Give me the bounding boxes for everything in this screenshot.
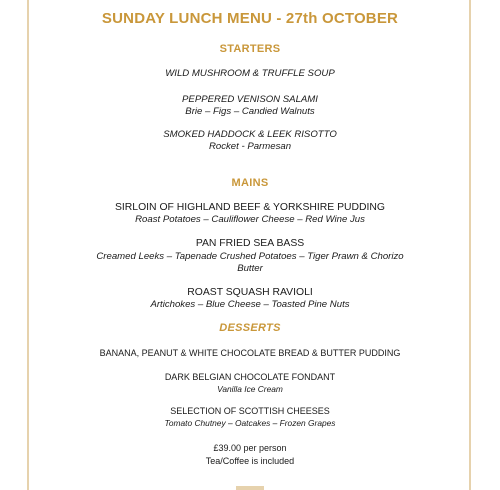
starter-2-name: PEPPERED VENISON SALAMI: [182, 94, 318, 105]
starter-3-desc: Rocket - Parmesan: [208, 141, 292, 152]
mains-heading: MAINS: [231, 177, 269, 189]
main-2-name: PAN FRIED SEA BASS: [195, 238, 305, 249]
dessert-3-desc: Tomato Chutney – Oatcakes – Frozen Grapes: [164, 418, 336, 428]
menu-title: SUNDAY LUNCH MENU - 27th OCTOBER: [101, 10, 399, 27]
main-3-name: ROAST SQUASH RAVIOLI: [187, 287, 313, 298]
starters-heading: STARTERS: [219, 43, 281, 55]
dessert-2-desc: Vanilla Ice Cream: [217, 384, 283, 394]
starter-2-desc: Brie – Figs – Candied Walnuts: [185, 106, 315, 117]
main-1-name: SIRLOIN OF HIGHLAND BEEF & YORKSHIRE PUDDING: [114, 202, 385, 213]
price: £39.00 per person: [213, 443, 287, 453]
starter-1-name: WILD MUSHROOM & TRUFFLE SOUP: [165, 68, 335, 79]
bottom-accent-divider: [236, 486, 264, 490]
desserts-heading: DESSERTS: [219, 322, 281, 334]
main-2-desc-line-2: Butter: [237, 263, 263, 274]
main-1-desc: Roast Potatoes – Cauliflower Cheese – Red Wine Jus: [135, 214, 365, 225]
dessert-2-name: DARK BELGIAN CHOCOLATE FONDANT: [164, 372, 336, 382]
main-2-desc-line-1: Creamed Leeks – Tapenade Crushed Potatoes – Tiger Prawn & Chorizo: [96, 251, 404, 262]
dessert-3-name: SELECTION OF SCOTTISH CHEESES: [170, 406, 330, 416]
dessert-1-name: BANANA, PEANUT & WHITE CHOCOLATE BREAD & BUTTER PUDDING: [99, 348, 401, 358]
main-3-desc: Artichokes – Blue Cheese – Toasted Pine Nuts: [150, 299, 350, 310]
price-note: Tea/Coffee is included: [205, 456, 295, 466]
starter-3-name: SMOKED HADDOCK & LEEK RISOTTO: [163, 129, 337, 140]
